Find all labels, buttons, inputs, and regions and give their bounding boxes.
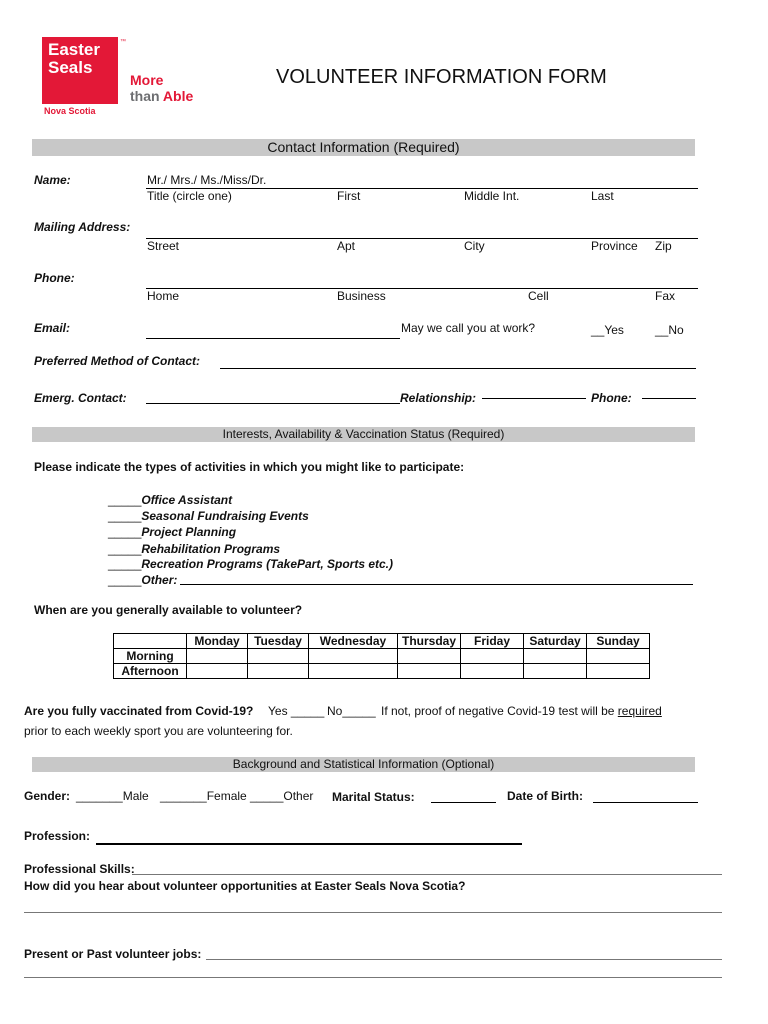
- slot-morning-sunday[interactable]: [587, 649, 650, 664]
- emerg-phone-field[interactable]: [642, 398, 696, 399]
- phone-sub-home: Home: [147, 289, 180, 303]
- activity-seasonal-fundraising[interactable]: _____Seasonal Fundraising Events: [108, 509, 309, 523]
- gender-label: Gender:: [24, 789, 71, 803]
- section-contact-header: Contact Information (Required): [32, 139, 695, 156]
- table-corner-cell: [114, 634, 187, 649]
- table-row: [114, 649, 650, 664]
- activity-project-planning[interactable]: _____Project Planning: [108, 525, 237, 539]
- mailing-sub-street: Street: [147, 239, 180, 253]
- hear-about-question: How did you hear about volunteer opportunities at Easter Seals Nova Scotia?: [24, 879, 466, 893]
- slot-morning-friday[interactable]: [461, 649, 524, 664]
- emerg-contact-field[interactable]: [146, 403, 400, 404]
- volunteer-jobs-label: Present or Past volunteer jobs:: [24, 947, 202, 961]
- slot-morning-tuesday[interactable]: [248, 649, 309, 664]
- name-title-options: Mr./ Mrs./ Ms./Miss/Dr.: [147, 173, 267, 187]
- volunteer-jobs-field[interactable]: [206, 959, 722, 960]
- slot-afternoon-tuesday[interactable]: [248, 664, 309, 679]
- relationship-label: Relationship:: [400, 391, 477, 405]
- section-interests-header: Interests, Availability & Vaccination Status (Required): [32, 427, 695, 442]
- logo-tagline-than-able: than Able: [130, 88, 194, 104]
- work-call-no[interactable]: __No: [655, 323, 684, 337]
- day-header-thursday: Thursday: [398, 634, 461, 649]
- mailing-sub-city: City: [464, 239, 485, 253]
- mailing-label: Mailing Address:: [34, 220, 131, 234]
- name-label: Name:: [34, 173, 71, 187]
- phone-label: Phone:: [34, 271, 75, 285]
- slot-morning-thursday[interactable]: [398, 649, 461, 664]
- slot-afternoon-friday[interactable]: [461, 664, 524, 679]
- work-call-question: May we call you at work?: [401, 321, 536, 335]
- slot-morning-saturday[interactable]: [524, 649, 587, 664]
- email-label: Email:: [34, 321, 71, 335]
- logo-trademark: ™: [120, 39, 126, 45]
- time-label-morning: Morning: [114, 649, 187, 664]
- phone-field[interactable]: [146, 288, 698, 289]
- name-sub-first: First: [337, 189, 361, 203]
- day-header-monday: Monday: [187, 634, 248, 649]
- activities-question: Please indicate the types of activities in which you might like to participate:: [34, 460, 465, 474]
- professional-skills-label: Professional Skills:: [24, 862, 135, 876]
- logo-easter: Easter: [48, 40, 100, 59]
- day-header-friday: Friday: [461, 634, 524, 649]
- gender-other-option[interactable]: _____Other: [250, 789, 314, 803]
- relationship-field[interactable]: [482, 398, 586, 399]
- table-row: [114, 634, 650, 649]
- marital-status-label: Marital Status:: [332, 790, 415, 804]
- form-title: VOLUNTEER INFORMATION FORM: [276, 66, 607, 88]
- name-sub-middle: Middle Int.: [464, 189, 520, 203]
- professional-skills-field[interactable]: [132, 874, 722, 875]
- emerg-phone-label: Phone:: [591, 391, 632, 405]
- preferred-contact-label: Preferred Method of Contact:: [34, 354, 201, 368]
- availability-table: [113, 633, 650, 679]
- day-header-wednesday: Wednesday: [309, 634, 398, 649]
- dob-field[interactable]: [593, 802, 698, 803]
- gender-male-option[interactable]: _______Male: [76, 789, 149, 803]
- gender-female-option[interactable]: _______Female: [160, 789, 247, 803]
- activity-rehabilitation[interactable]: _____Rehabilitation Programs: [108, 542, 281, 556]
- time-label-afternoon: Afternoon: [114, 664, 187, 679]
- work-call-yes[interactable]: __Yes: [591, 323, 624, 337]
- covid-proof-note: If not, proof of negative Covid-19 test will be required: [381, 704, 662, 718]
- phone-sub-business: Business: [337, 289, 386, 303]
- slot-afternoon-saturday[interactable]: [524, 664, 587, 679]
- slot-afternoon-wednesday[interactable]: [309, 664, 398, 679]
- dob-label: Date of Birth:: [507, 789, 583, 803]
- email-field[interactable]: [146, 338, 400, 339]
- day-header-tuesday: Tuesday: [248, 634, 309, 649]
- name-sub-last: Last: [591, 189, 614, 203]
- covid-question: Are you fully vaccinated from Covid-19?: [24, 704, 254, 718]
- table-row: [114, 664, 650, 679]
- mailing-sub-apt: Apt: [337, 239, 356, 253]
- covid-proof-note-cont: prior to each weekly sport you are volunteering for.: [24, 724, 293, 738]
- hear-about-field[interactable]: [24, 912, 722, 913]
- profession-label: Profession:: [24, 829, 91, 843]
- preferred-contact-field[interactable]: [220, 368, 696, 369]
- slot-morning-monday[interactable]: [187, 649, 248, 664]
- slot-afternoon-thursday[interactable]: [398, 664, 461, 679]
- activity-recreation[interactable]: _____Recreation Programs (TakePart, Sports etc.): [108, 557, 394, 571]
- slot-morning-wednesday[interactable]: [309, 649, 398, 664]
- day-header-sunday: Sunday: [587, 634, 650, 649]
- covid-yes-option[interactable]: Yes _____: [268, 704, 325, 718]
- volunteer-jobs-field-extra[interactable]: [24, 977, 722, 978]
- activity-other[interactable]: _____Other:: [108, 573, 178, 587]
- name-sub-title: Title (circle one): [147, 189, 232, 203]
- phone-sub-cell: Cell: [528, 289, 549, 303]
- phone-sub-fax: Fax: [655, 289, 676, 303]
- logo-region: Nova Scotia: [44, 106, 96, 116]
- covid-no-option[interactable]: No_____: [327, 704, 376, 718]
- mailing-sub-zip: Zip: [655, 239, 672, 253]
- emerg-contact-label: Emerg. Contact:: [34, 391, 127, 405]
- slot-afternoon-monday[interactable]: [187, 664, 248, 679]
- marital-status-field[interactable]: [431, 802, 496, 803]
- logo-seals: Seals: [48, 58, 93, 77]
- activity-office-assistant[interactable]: _____Office Assistant: [108, 493, 233, 507]
- activity-other-field[interactable]: [180, 584, 693, 585]
- slot-afternoon-sunday[interactable]: [587, 664, 650, 679]
- section-background-header: Background and Statistical Information (Optional): [32, 757, 695, 772]
- day-header-saturday: Saturday: [524, 634, 587, 649]
- mailing-sub-province: Province: [591, 239, 638, 253]
- profession-field[interactable]: [96, 843, 522, 845]
- logo-tagline-more: More: [130, 72, 164, 88]
- availability-question: When are you generally available to volunteer?: [34, 603, 303, 617]
